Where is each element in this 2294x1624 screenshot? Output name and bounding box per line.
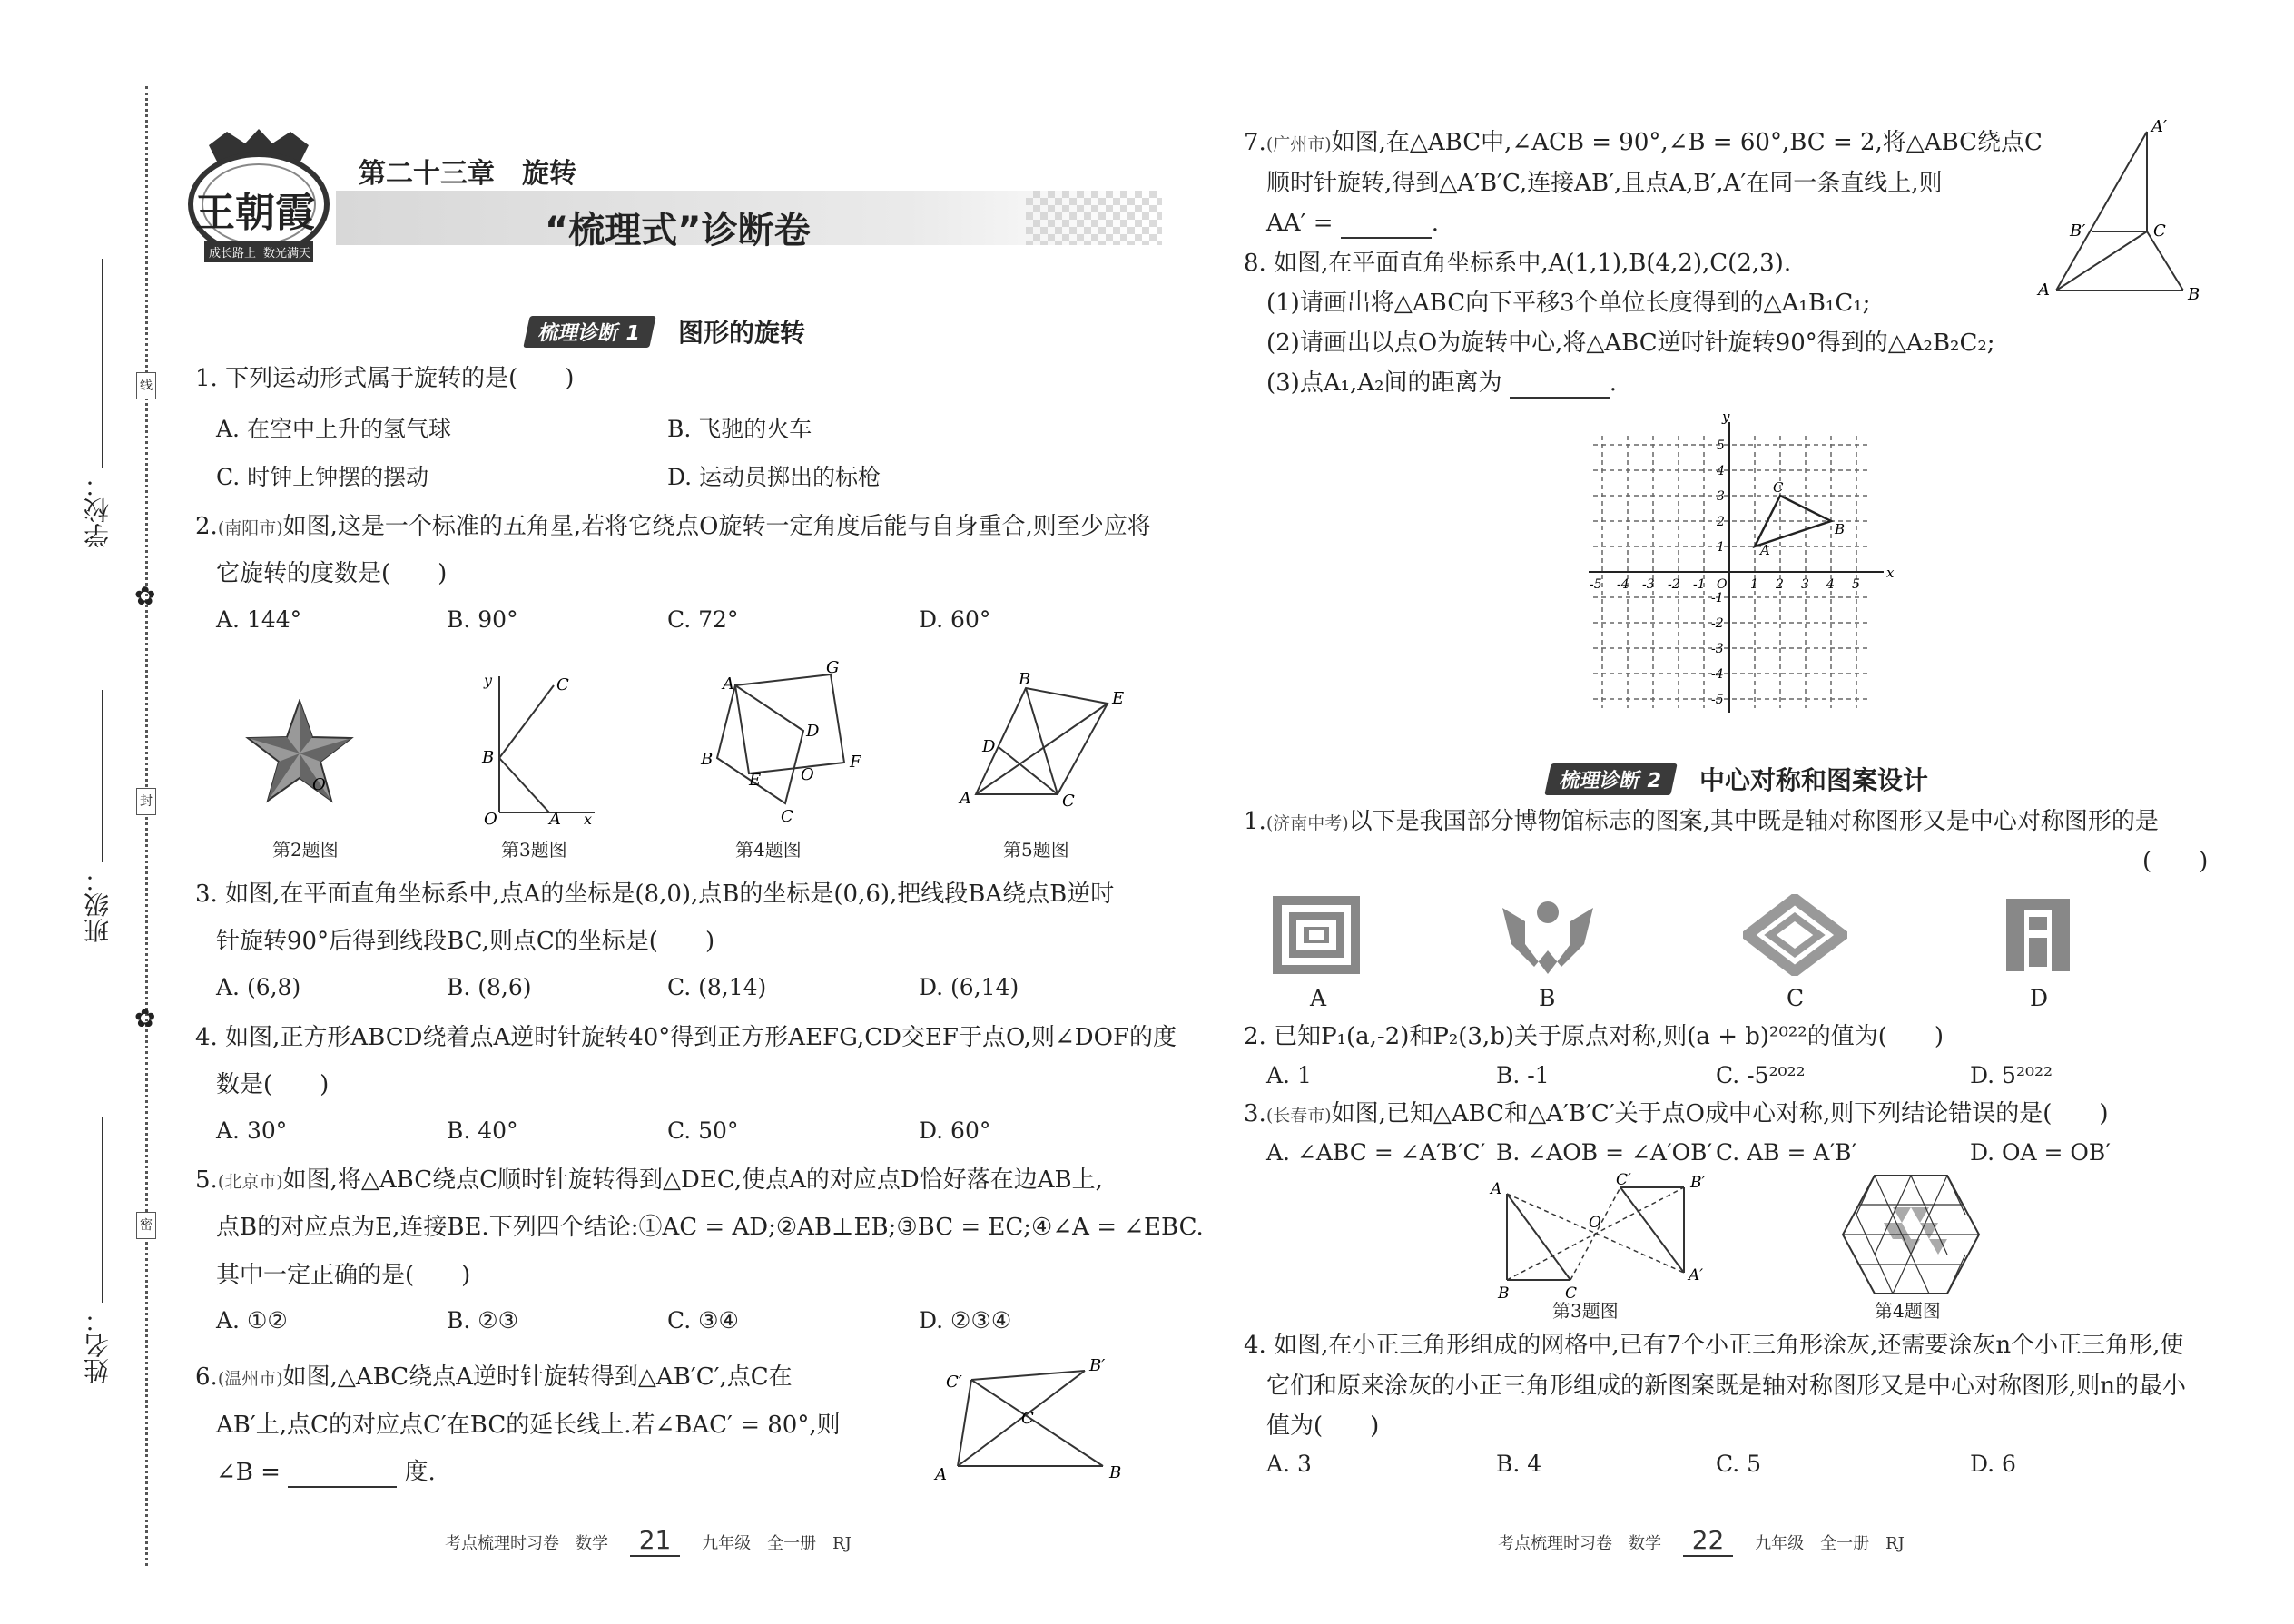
y-tick: 1 — [1717, 540, 1725, 555]
fig7-diagram — [2033, 113, 2206, 304]
svg-text:O: O — [484, 810, 497, 826]
fig4-diagram — [690, 658, 871, 831]
svg-text:B: B — [482, 748, 495, 767]
q2-option-d: D. 60° — [919, 606, 991, 633]
x-tick: -2 — [1668, 577, 1680, 592]
q1-stem: 1. 下列运动形式属于旋转的是( ) — [195, 365, 575, 392]
class-line — [102, 690, 103, 862]
svg-text:A: A — [1491, 1180, 1502, 1198]
q8-line1: 8. 如图,在平面直角坐标系中,A(1,1),B(4,2),C(2,3). — [1244, 250, 1792, 277]
logo-option-b — [1498, 894, 1598, 976]
svg-text:C′: C′ — [946, 1373, 962, 1392]
y-axis-label: y — [1722, 408, 1730, 425]
q7-aa-prime: AA′ = — [1266, 210, 1334, 237]
x-tick: 4 — [1826, 577, 1835, 592]
svg-text:B′: B′ — [1089, 1356, 1106, 1375]
r3-option-d: D. OA = OB′ — [1970, 1139, 2111, 1166]
logo-sub-left: 成长路上 — [209, 247, 257, 261]
seal-mark-xian: 线 — [136, 372, 156, 399]
svg-text:C′: C′ — [1616, 1171, 1631, 1189]
svg-text:A′: A′ — [2151, 117, 2168, 136]
svg-text:C: C — [1773, 479, 1784, 496]
r3-figure — [1489, 1171, 1716, 1307]
svg-text:A: A — [935, 1465, 947, 1484]
section-2-title: 中心对称和图案设计 — [1698, 765, 1928, 795]
q5-text: 如图,将△ABC绕点C顺时针旋转得到△DEC,使点A的对应点D恰好落在边AB上, — [282, 1166, 1103, 1194]
y-tick: 2 — [1717, 515, 1725, 529]
q5-option-c: C. ③④ — [667, 1307, 739, 1334]
q4-option-a: A. 30° — [216, 1117, 288, 1144]
q8-line2: (1)请画出将△ABC向下平移3个单位长度得到的△A₁B₁C₁; — [1266, 290, 1871, 317]
q8-distance: (3)点A₁,A₂间的距离为 — [1266, 369, 1502, 397]
seal-mark-mi: 密 — [136, 1212, 156, 1239]
svg-text:A: A — [2038, 281, 2050, 300]
q6-answer-blank[interactable] — [288, 1461, 397, 1488]
svg-text:C: C — [2153, 221, 2166, 241]
r4-option-d: D. 6 — [1970, 1451, 2016, 1477]
r1-text: 以下是我国部分博物馆标志的图案,其中既是轴对称图形又是中心对称图形的是 — [1348, 808, 2159, 835]
school-label: 学校： — [83, 472, 113, 548]
svg-text:C: C — [1565, 1284, 1578, 1303]
r1-source: (济南中考) — [1265, 813, 1349, 833]
r4-option-a: A. 3 — [1266, 1451, 1312, 1477]
svg-text:B: B — [701, 750, 714, 769]
footer-left-book: 考点梳理时习卷 数学 — [445, 1534, 608, 1553]
q3-option-d: D. (6,14) — [919, 974, 1019, 1000]
r3-line1 — [1244, 1098, 2109, 1131]
q2-line2: 它旋转的度数是( ) — [216, 560, 448, 587]
school-line — [102, 259, 103, 468]
section-1-title: 图形的旋转 — [677, 318, 805, 348]
r3-source: (长春市) — [1265, 1106, 1332, 1126]
q2-option-c: C. 72° — [667, 606, 739, 633]
svg-text:O: O — [312, 775, 326, 794]
svg-text:B: B — [1019, 672, 1031, 689]
header-checker — [1026, 191, 1162, 245]
logo-option-d — [2002, 894, 2074, 976]
r4-line2: 它们和原来涂灰的小正三角形组成的新图案既是轴对称图形又是中心对称图形,则n的最小 — [1266, 1373, 2187, 1400]
q6-line2: AB′上,点C的对应点C′在BC的延长线上.若∠BAC′ = 80°,则 — [216, 1412, 841, 1439]
q5-line3: 其中一定正确的是( ) — [216, 1262, 471, 1289]
q1-option-a: A. 在空中上升的氢气球 — [216, 416, 451, 442]
svg-text:y: y — [484, 672, 493, 689]
logo-option-a — [1271, 894, 1362, 976]
class-label: 班级： — [83, 867, 113, 943]
fig4-caption: 第4题图 — [735, 839, 802, 861]
x-tick: -4 — [1617, 577, 1629, 592]
q3-line2: 针旋转90°后得到线段BC,则点C的坐标是( ) — [216, 928, 715, 955]
flower-ornament-icon: ✿ — [134, 581, 156, 611]
q5-source: (北京市) — [217, 1172, 283, 1192]
q7-text: 如图,在△ABC中,∠ACB = 90°,∠B = 60°,BC = 2,将△ABC绕点C — [1331, 129, 2043, 156]
q8-line4: (3)点A₁,A₂间的距离为 . — [1266, 369, 1618, 397]
r4-option-c: C. 5 — [1716, 1451, 1762, 1477]
svg-text:E: E — [1112, 689, 1125, 708]
q6-text: 如图,△ABC绕点A逆时针旋转得到△AB′C′,点C在 — [282, 1363, 793, 1391]
logo-label-a: A — [1310, 985, 1327, 1011]
footer-right-book: 考点梳理时习卷 数学 — [1498, 1534, 1661, 1553]
r2-option-d: D. 5²⁰²² — [1970, 1062, 2053, 1088]
svg-text:C: C — [1062, 792, 1075, 808]
q7-source: (广州市) — [1265, 134, 1332, 154]
x-tick: 1 — [1750, 577, 1758, 592]
page-number-left: 21 — [630, 1525, 681, 1557]
logo-text: 王朝霞 — [195, 190, 315, 236]
logo-label-b: B — [1539, 985, 1556, 1011]
svg-text:B′: B′ — [1690, 1174, 1706, 1192]
svg-text:C: C — [556, 675, 569, 694]
svg-text:C: C — [781, 807, 793, 826]
fig3-caption: 第3题图 — [501, 839, 567, 861]
fig3-diagram — [477, 672, 604, 826]
q5-num: 5. — [195, 1166, 218, 1194]
q7-answer-blank[interactable] — [1341, 212, 1432, 239]
q2-text: 如图,这是一个标准的五角星,若将它绕点O旋转一定角度后能与自身重合,则至少应将 — [282, 513, 1151, 540]
x-tick: -1 — [1693, 577, 1706, 592]
seal-mark-feng: 封 — [136, 788, 156, 815]
fig5-diagram — [958, 672, 1130, 808]
svg-text:O: O — [1589, 1214, 1601, 1232]
y-tick: 3 — [1717, 489, 1725, 504]
y-tick: -4 — [1711, 667, 1724, 682]
svg-text:B: B — [2188, 285, 2200, 304]
r2-stem: 2. 已知P₁(a,-2)和P₂(3,b)关于原点对称,则(a + b)²⁰²²的值为( ) — [1244, 1023, 1944, 1050]
r2-option-b: B. -1 — [1496, 1062, 1550, 1088]
q6-line1 — [195, 1362, 793, 1394]
q7-line2: 顺时针旋转,得到△A′B′C,连接AB′,且点A,B′,A′在同一条直线上,则 — [1266, 170, 1943, 197]
q2-line1 — [195, 511, 1151, 544]
y-tick: 5 — [1717, 438, 1725, 453]
fig2-star — [245, 699, 354, 803]
q5-option-a: A. ①② — [216, 1307, 288, 1334]
section-2-tag: 梳理诊断 2 — [1544, 763, 1677, 795]
svg-text:A: A — [723, 674, 734, 694]
y-tick: -2 — [1711, 616, 1724, 631]
svg-text:x: x — [584, 811, 593, 826]
footer-left — [445, 1525, 852, 1557]
q6-source: (温州市) — [217, 1369, 283, 1389]
q6-angle-b: ∠B = — [216, 1459, 281, 1486]
x-axis-label: x — [1886, 565, 1895, 581]
r3-text: 如图,已知△ABC和△A′B′C′关于点O成中心对称,则下列结论错误的是( ) — [1331, 1100, 2109, 1127]
q4-line2: 数是( ) — [216, 1071, 330, 1098]
svg-text:O: O — [801, 765, 814, 784]
footer-right-grade: 九年级 全一册 RJ — [1755, 1534, 1905, 1553]
q6-num: 6. — [195, 1363, 218, 1391]
q3-line1: 3. 如图,在平面直角坐标系中,点A的坐标是(8,0),点B的坐标是(0,6),把线段BA绕点B逆时 — [195, 881, 1115, 908]
origin-label: O — [1717, 577, 1728, 592]
name-line — [102, 1117, 103, 1303]
q4-option-c: C. 50° — [667, 1117, 739, 1144]
svg-text:B: B — [1498, 1284, 1510, 1303]
q1-option-c: C. 时钟上钟摆的摆动 — [216, 464, 429, 490]
section-1-tag: 梳理诊断 1 — [523, 316, 655, 348]
q2-option-b: B. 90° — [447, 606, 518, 633]
fig5-caption: 第5题图 — [1003, 839, 1069, 861]
fig2-caption: 第2题图 — [272, 839, 339, 861]
logo-label-c: C — [1787, 985, 1805, 1011]
svg-text:G: G — [826, 658, 840, 677]
q4-option-d: D. 60° — [919, 1117, 991, 1144]
r3-option-c: C. AB = A′B′ — [1716, 1139, 1857, 1166]
chapter-title: 第二十三章 旋转 — [359, 158, 576, 190]
q2-source: (南阳市) — [217, 518, 283, 538]
q3-option-b: B. (8,6) — [447, 974, 532, 1000]
r1-num: 1. — [1244, 808, 1266, 835]
svg-text:A′: A′ — [1689, 1266, 1704, 1284]
page-title: “梳理式”诊断卷 — [545, 210, 811, 251]
q1-option-d: D. 运动员掷出的标枪 — [667, 464, 881, 490]
q4-option-b: B. 40° — [447, 1117, 518, 1144]
logo-sub-right: 数光满天 — [263, 247, 311, 261]
q3-option-a: A. (6,8) — [216, 974, 301, 1000]
q5-option-d: D. ②③④ — [919, 1307, 1012, 1334]
logo-label-d: D — [2030, 985, 2049, 1011]
r3-num: 3. — [1244, 1100, 1266, 1127]
svg-text:B: B — [1835, 521, 1846, 537]
y-tick: -3 — [1711, 642, 1724, 656]
q5-line2: 点B的对应点为E,连接BE.下列四个结论:①AC = AD;②AB⊥EB;③BC = EC;④∠A = ∠EBC. — [216, 1214, 1204, 1241]
binding-dotted-line — [145, 86, 148, 1566]
q4-line1: 4. 如图,正方形ABCD绕着点A逆时针旋转40°得到正方形AEFG,CD交EF于点O,则∠DOF的度 — [195, 1024, 1177, 1051]
r3-option-a: A. ∠ABC = ∠A′B′C′ — [1266, 1139, 1486, 1166]
r4-line3: 值为( ) — [1266, 1412, 1380, 1440]
footer-right — [1498, 1525, 1905, 1557]
svg-text:D: D — [806, 722, 820, 741]
svg-text:B: B — [1109, 1463, 1122, 1482]
q8-line3: (2)请画出以点O为旋转中心,将△ABC逆时针旋转90°得到的△A₂B₂C₂; — [1266, 330, 1995, 357]
q3-option-c: C. (8,14) — [667, 974, 767, 1000]
svg-text:A: A — [1760, 542, 1770, 558]
y-tick: -5 — [1711, 693, 1724, 707]
r4-triangle-grid — [1838, 1171, 1984, 1298]
svg-text:B′: B′ — [2070, 221, 2086, 241]
r1-line1 — [1244, 806, 2159, 839]
fig8-coordinate-grid — [1584, 408, 1902, 722]
r2-option-c: C. -5²⁰²² — [1716, 1062, 1806, 1088]
y-tick: 4 — [1717, 464, 1725, 478]
r2-option-a: A. 1 — [1266, 1062, 1312, 1088]
section-1-heading — [527, 313, 805, 349]
svg-text:F: F — [850, 753, 861, 772]
r4-option-b: B. 4 — [1496, 1451, 1542, 1477]
svg-text:A: A — [549, 810, 561, 826]
q6-line3 — [216, 1457, 436, 1488]
svg-text:C: C — [1021, 1409, 1034, 1428]
name-label: 姓名： — [83, 1307, 113, 1383]
q2-num: 2. — [195, 513, 218, 540]
page-number-right: 22 — [1683, 1525, 1734, 1557]
svg-text:D: D — [982, 737, 996, 756]
r4-line1: 4. 如图,在小正三角形组成的网格中,已有7个小正三角形涂灰,还需要涂灰n个小正三角形,使 — [1244, 1332, 2184, 1359]
footer-left-grade: 九年级 全一册 RJ — [702, 1534, 852, 1553]
x-tick: 3 — [1801, 577, 1809, 592]
q5-option-b: B. ②③ — [447, 1307, 519, 1334]
section-2-heading — [1548, 761, 1928, 797]
q7-num: 7. — [1244, 129, 1266, 156]
q7-line1 — [1244, 127, 2043, 160]
q2-option-a: A. 144° — [216, 606, 302, 633]
q8-answer-blank[interactable] — [1510, 371, 1610, 399]
q1-option-b: B. 飞驰的火车 — [667, 416, 812, 442]
q6-unit: 度. — [404, 1459, 436, 1486]
r4-fig-caption: 第4题图 — [1875, 1300, 1941, 1322]
svg-text:A: A — [960, 789, 971, 808]
y-tick: -1 — [1711, 591, 1724, 605]
x-tick: -3 — [1642, 577, 1655, 592]
q7-line3: AA′ = . — [1266, 210, 1440, 237]
flower-ornament-icon: ✿ — [134, 1003, 156, 1033]
x-tick: 2 — [1776, 577, 1784, 592]
q5-line1 — [195, 1165, 1103, 1197]
fig6-diagram — [926, 1353, 1135, 1484]
svg-text:E: E — [749, 771, 762, 790]
r3-fig-caption: 第3题图 — [1552, 1300, 1619, 1322]
r3-option-b: B. ∠AOB = ∠A′OB′ — [1496, 1139, 1713, 1166]
x-tick: 5 — [1852, 577, 1860, 592]
x-tick: -5 — [1590, 577, 1602, 592]
r1-paren: ( ) — [2142, 848, 2209, 875]
logo-option-c — [1743, 894, 1847, 976]
